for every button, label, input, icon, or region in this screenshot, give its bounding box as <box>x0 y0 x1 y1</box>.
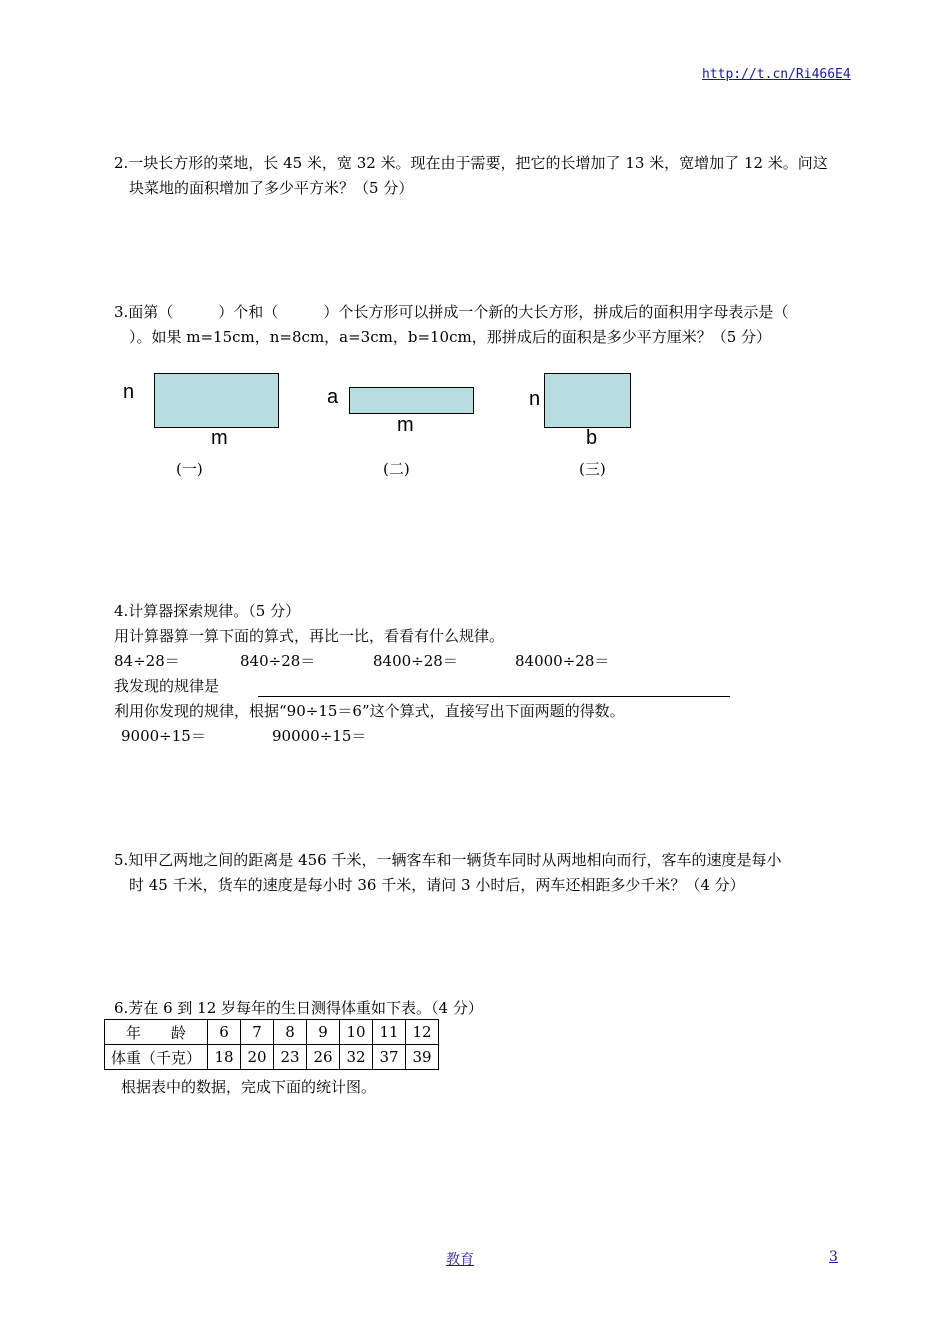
table-cell: 37 <box>373 1045 406 1070</box>
q4-expression-5: 9000÷15＝ <box>121 727 206 745</box>
table-header-weight: 体重（千克） <box>105 1045 208 1070</box>
rectangle-2 <box>349 387 474 414</box>
table-row-weight <box>105 1045 439 1070</box>
q4-found-rule: 我发现的规律是 <box>114 677 220 695</box>
q4-title: 4.计算器探索规律。（5 分） <box>114 602 301 620</box>
table-cell: 11 <box>373 1020 406 1045</box>
table-cell: 12 <box>406 1020 439 1045</box>
table-cell: 20 <box>241 1045 274 1070</box>
fig1-caption: (一) <box>176 460 203 478</box>
q3-line1: 3.面第（ ）个和（ ）个长方形可以拼成一个新的大长方形，拼成后的面积用字母表示是（ <box>114 303 789 321</box>
fig2-side-label: a <box>327 386 339 408</box>
footer-link[interactable]: 教育 <box>446 1252 474 1268</box>
table-cell: 23 <box>274 1045 307 1070</box>
q6-after: 根据表中的数据，完成下面的统计图。 <box>121 1078 377 1096</box>
q4-expression-3: 8400÷28＝ <box>373 652 458 670</box>
rectangle-1 <box>154 373 279 428</box>
q4-expression-2: 840÷28＝ <box>240 652 316 670</box>
q3-line2: ）。如果 m=15cm，n=8cm，a=3cm，b=10cm，那拼成后的面积是多少平方厘米？（5 分） <box>129 328 772 346</box>
q4-instruction: 用计算器算一算下面的算式，再比一比，看看有什么规律。 <box>114 627 505 645</box>
table-cell: 8 <box>274 1020 307 1045</box>
q2-line1: 2.一块长方形的菜地，长 45 米，宽 32 米。现在由于需要，把它的长增加了 13 米，宽增加了 12 米。问这 <box>114 154 828 172</box>
q5-line2: 时 45 千米，货车的速度是每小时 36 千米，请问 3 小时后，两车还相距多少千米？（4 分） <box>129 876 745 894</box>
q4-expression-1: 84÷28＝ <box>114 652 180 670</box>
table-cell: 9 <box>307 1020 340 1045</box>
fig2-caption: (二) <box>383 460 410 478</box>
fig1-bottom-label: m <box>211 427 228 449</box>
q6-title: 6.芳在 6 到 12 岁每年的生日测得体重如下表。（4 分） <box>114 999 483 1017</box>
table-row-age <box>105 1020 439 1045</box>
header-link[interactable]: http://t.cn/Ri466E4 <box>702 67 851 82</box>
fig2-bottom-label: m <box>397 414 414 436</box>
table-cell: 39 <box>406 1045 439 1070</box>
fig3-caption: (三) <box>579 460 606 478</box>
fig3-bottom-label: b <box>586 427 598 449</box>
page-number[interactable]: 3 <box>829 1249 838 1265</box>
weight-table <box>104 1019 439 1070</box>
fig1-side-label: n <box>123 381 135 403</box>
table-cell: 7 <box>241 1020 274 1045</box>
answer-line <box>258 696 730 697</box>
table-cell: 18 <box>208 1045 241 1070</box>
table-cell: 6 <box>208 1020 241 1045</box>
q4-expression-4: 84000÷28＝ <box>515 652 610 670</box>
q4-expression-6: 90000÷15＝ <box>272 727 367 745</box>
q5-line1: 5.知甲乙两地之间的距离是 456 千米，一辆客车和一辆货车同时从两地相向而行，客车的速度是每小 <box>114 851 782 869</box>
table-header-age: 年 龄 <box>105 1020 208 1045</box>
q4-apply: 利用你发现的规律，根据“90÷15＝6”这个算式，直接写出下面两题的得数。 <box>114 702 625 720</box>
rectangle-3 <box>544 373 631 428</box>
fig3-side-label: n <box>529 388 541 410</box>
table-cell: 26 <box>307 1045 340 1070</box>
q2-line2: 块菜地的面积增加了多少平方米？（5 分） <box>129 179 414 197</box>
table-cell: 32 <box>340 1045 373 1070</box>
table-cell: 10 <box>340 1020 373 1045</box>
